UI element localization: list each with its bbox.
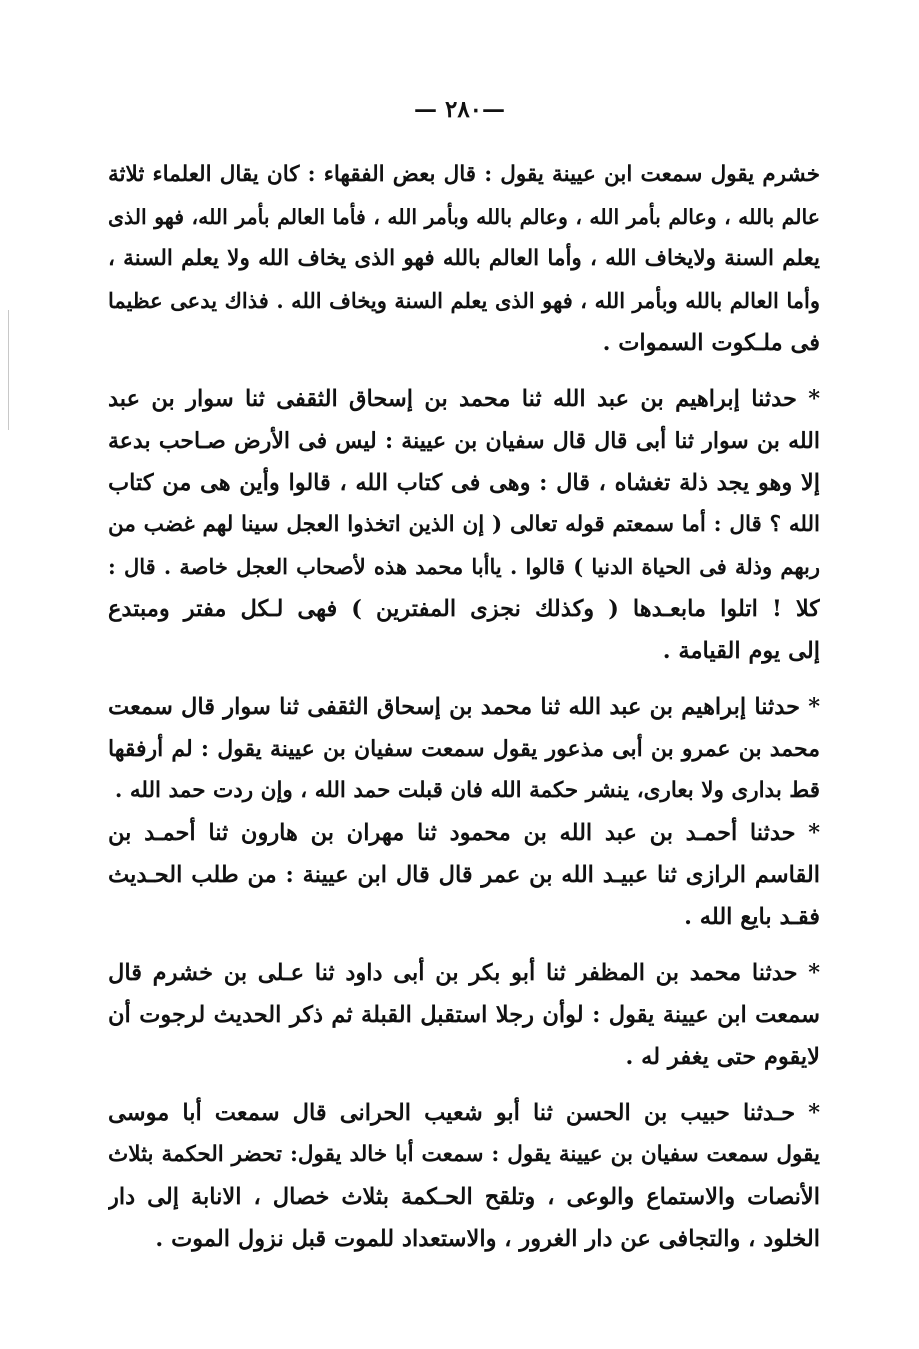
paragraph-gap xyxy=(108,364,820,378)
paragraph-gap xyxy=(108,1078,820,1092)
text-line: إلا وهو يجد ذلة تغشاه ، قال : وهى فى كتاب الله ، قالوا وأين هى من كتاب xyxy=(108,470,820,496)
text-line: قط بدارى ولا بعارى، ينشر حكمة الله فان قبلت حمد الله ، وإن ردت حمد الله . xyxy=(114,778,820,803)
text-line: الله ؟ قال : أما سمعتم قوله تعالى ( إن الذين اتخذوا العجل سينا لهم غضب من xyxy=(108,512,820,537)
page-number: —٢٨٠ — xyxy=(413,96,506,123)
text-line: الله بن سوار ثنا أبى قال قال سفيان بن عيينة : ليس فى الأرض صـاحب بدعة xyxy=(108,428,820,454)
scan-margin-line xyxy=(8,310,9,430)
paragraph-3 xyxy=(108,686,820,812)
text-line: ربهم وذلة فى الحياة الدنيا ) قالوا . ياأبا محمد هذه لأصحاب العجل خاصة . قال : xyxy=(108,554,820,579)
text-line: * حدثنا إبراهيم بن عبد الله ثنا محمد بن إسحاق الثقفى ثنا سوار بن عبد xyxy=(108,386,820,412)
text-line: * حدثنا أحمـد بن عبد الله بن محمود ثنا مهران بن هارون ثنا أحمـد بن xyxy=(108,820,820,846)
text-line: عالم بالله ، وعالم بأمر الله ، وعالم بالله وبأمر الله ، فأما العالم بأمر الله، فهو الذى xyxy=(108,205,820,229)
text-line: * حـدثنا حبيب بن الحسن ثنا أبو شعيب الحرانى قال سمعت أبا موسى xyxy=(108,1100,820,1126)
paragraph-2 xyxy=(108,378,820,672)
text-line: سمعت ابن عيينة يقول : لوأن رجلا استقبل القبلة ثم ذكر الحديث لرجوت أن xyxy=(108,1002,820,1028)
text-line: * حدثنا محمد بن المظفر ثنا أبو بكر بن أبى داود ثنا عـلى بن خشرم قال xyxy=(108,960,820,986)
text-line: القاسم الرازى ثنا عبيـد الله بن عمر قال قال ابن عيينة : من طلب الحـديث xyxy=(108,862,820,888)
text-line: فى ملـكوت السموات . xyxy=(602,330,820,356)
text-line: الخلود ، والتجافى عن دار الغرور ، والاستعداد للموت قبل نزول الموت . xyxy=(155,1226,820,1252)
paragraph-6 xyxy=(108,1092,820,1260)
text-line: إلى يوم القيامة . xyxy=(662,638,820,664)
text-line: يعلم السنة ولايخاف الله ، وأما العالم بالله فهو الذى يخاف الله ولا يعلم السنة ، xyxy=(108,246,820,271)
paragraph-4 xyxy=(108,812,820,938)
text-line: لايقوم حتى يغفر له . xyxy=(625,1044,820,1070)
text-line: يقول سمعت سفيان بن عيينة يقول : سمعت أبا خالد يقول: تحضر الحكمة بثلاث xyxy=(108,1142,820,1167)
paragraph-gap xyxy=(108,938,820,952)
text-line: كلا ! اتلوا مابعـدها ( وكذلك نجزى المفترين ) فهى لـكل مفتر ومبتدع xyxy=(108,596,820,622)
text-line: الأنصات والاستماع والوعى ، وتلقح الحـكمة بثلاث خصال ، الانابة إلى دار xyxy=(108,1184,820,1210)
paragraph-5 xyxy=(108,952,820,1078)
text-line: * حدثنا إبراهيم بن عبد الله ثنا محمد بن إسحاق الثقفى ثنا سوار قال سمعت xyxy=(108,694,820,720)
text-line: وأما العالم بالله وبأمر الله ، فهو الذى يعلم السنة ويخاف الله . فذاك يدعى عظيما xyxy=(108,288,820,313)
text-line: فقـد بايع الله . xyxy=(684,904,820,930)
paragraph-1 xyxy=(108,154,820,364)
body-text xyxy=(108,154,820,1260)
paragraph-gap xyxy=(108,672,820,686)
text-line: خشرم يقول سمعت ابن عيينة يقول : قال بعض الفقهاء : كان يقال العلماء ثلاثة xyxy=(108,162,820,187)
text-line: محمد بن عمرو بن أبى مذعور يقول سمعت سفيان بن عيينة يقول : لم أرفقها xyxy=(108,736,820,762)
